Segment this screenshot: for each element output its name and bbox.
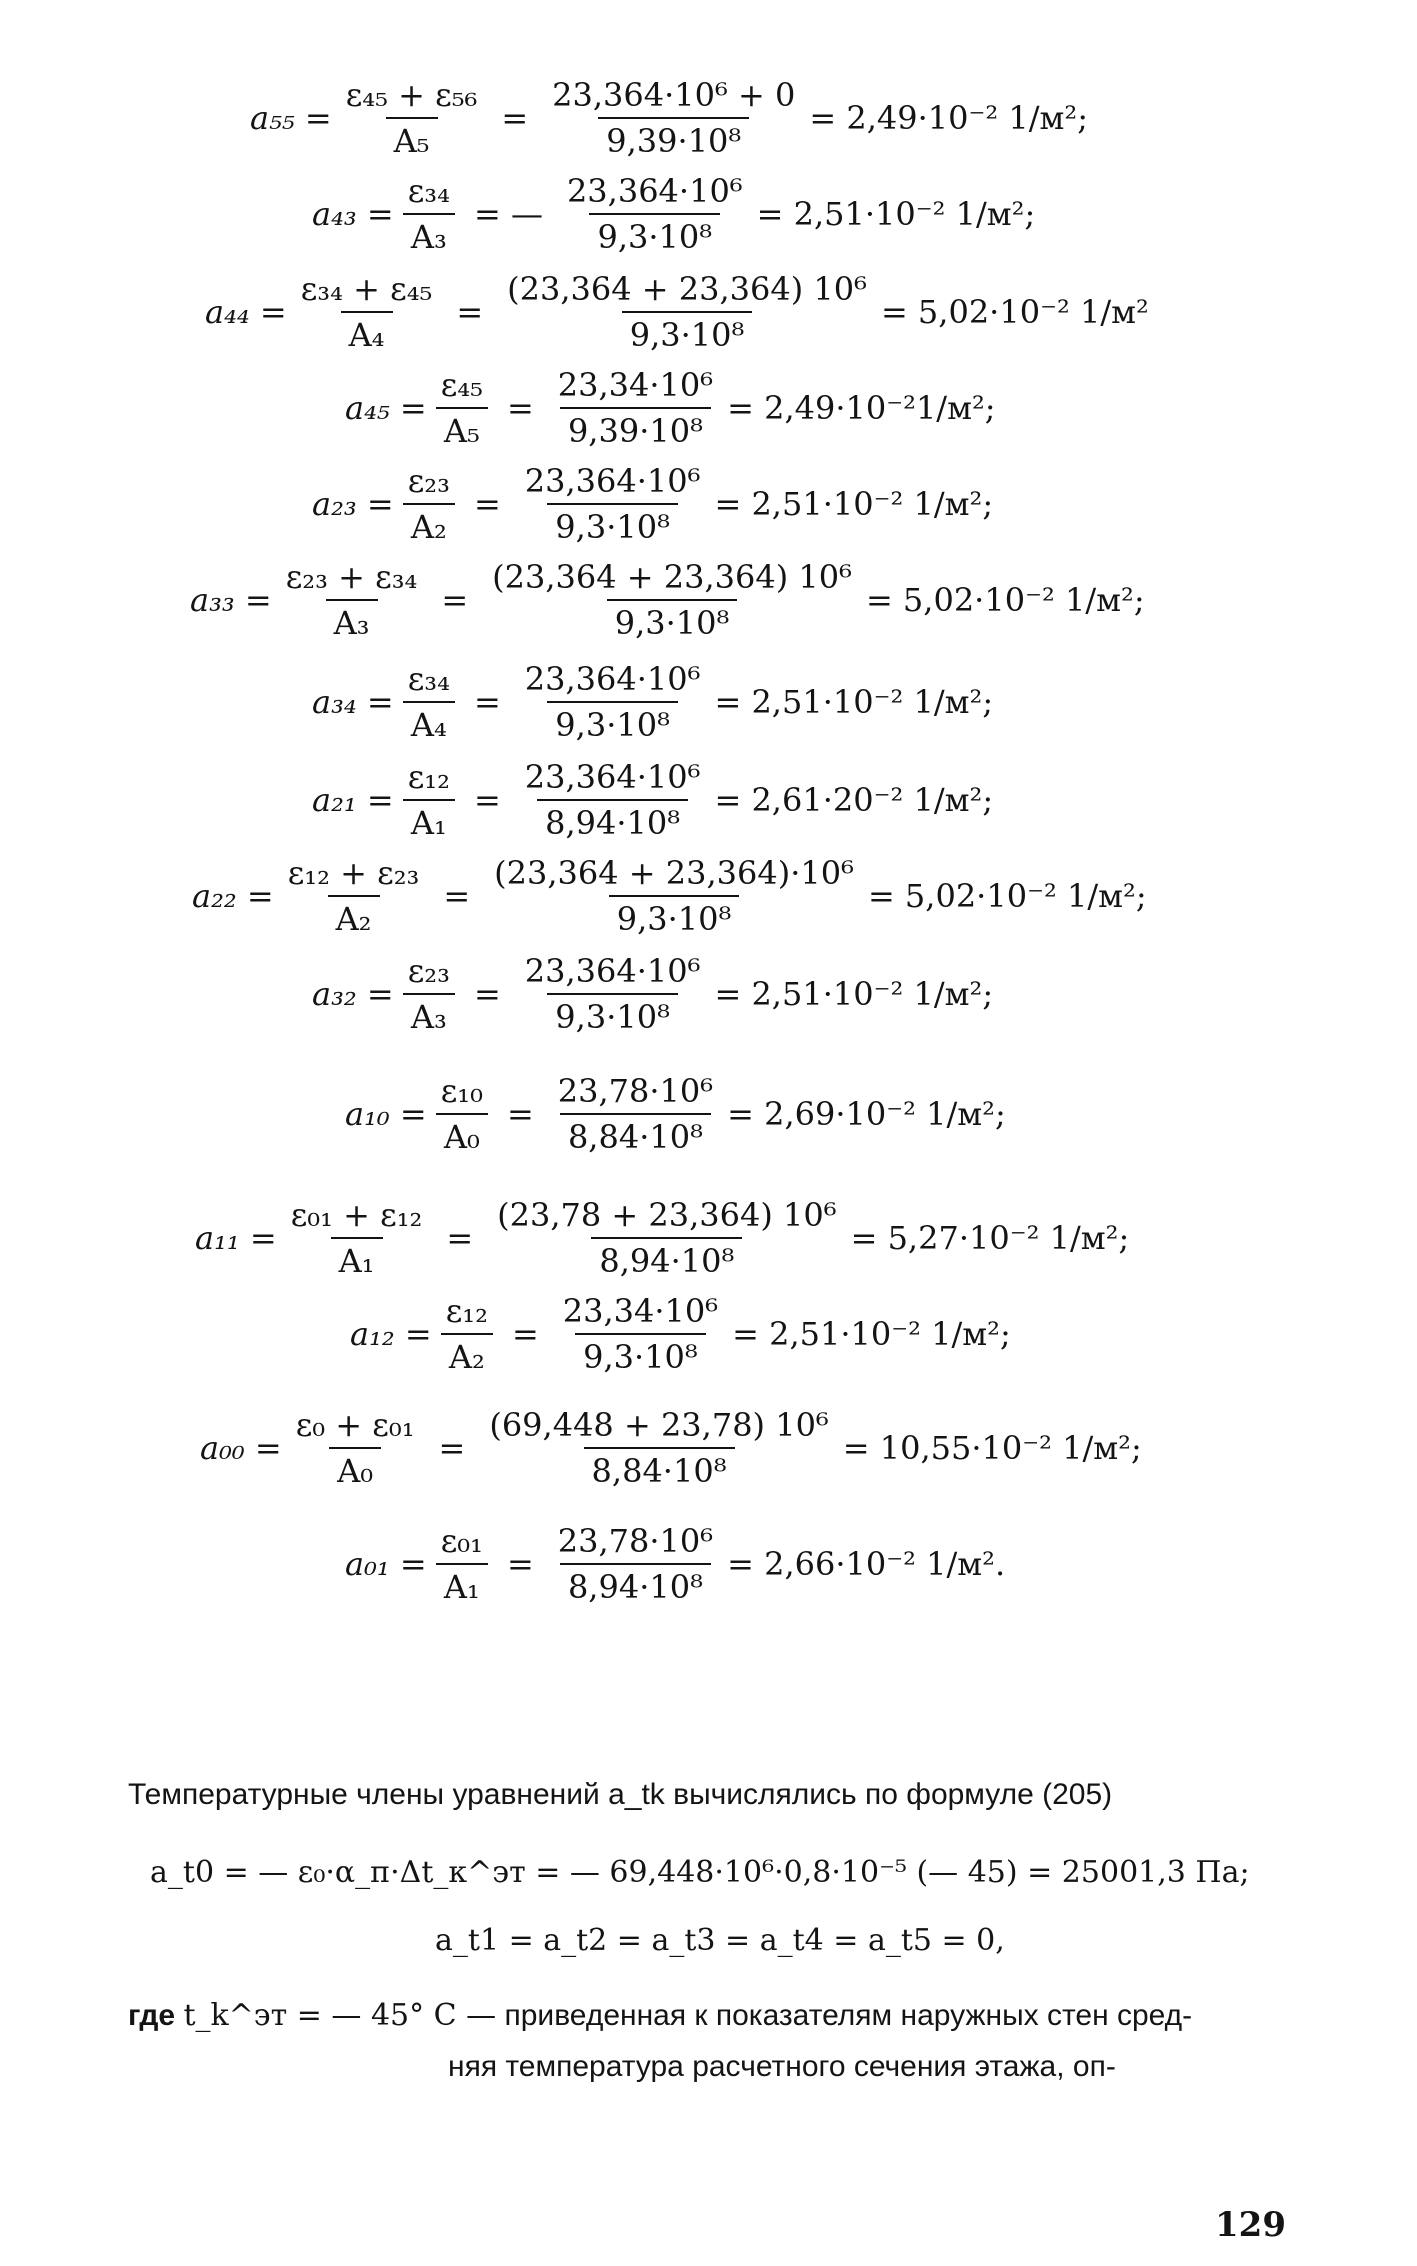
equation-lhs: a₁₀ = <box>345 1095 427 1133</box>
numeric-fraction <box>559 172 751 256</box>
numeric-fraction <box>489 1196 844 1280</box>
equation-row <box>0 654 1417 750</box>
equation-row <box>0 1516 1417 1612</box>
fraction-denominator: A₃ <box>403 993 455 1036</box>
where-symbol: t_k^эт = — 45° C — <box>183 1998 497 2033</box>
fraction-denominator: 8,84·10⁸ <box>584 1447 735 1490</box>
fraction-numerator: 23,364·10⁶ <box>524 758 701 796</box>
equation-lhs: a₀₁ = <box>345 1545 427 1583</box>
numeric-fraction <box>517 952 709 1036</box>
fraction-denominator: A₀ <box>329 1447 381 1490</box>
equals-sign: = <box>511 1315 539 1353</box>
equation-result: = 2,49·10⁻² 1/м²; <box>809 99 1089 137</box>
equation-row <box>0 166 1417 262</box>
fraction-numerator: 23,364·10⁶ <box>524 462 701 500</box>
fraction-numerator: 23,364·10⁶ + 0 <box>552 76 796 114</box>
equation-lhs: a₂₁ = <box>312 781 394 819</box>
equation-row <box>0 360 1417 456</box>
fraction-numerator: ε₀₁ + ε₁₂ <box>290 1196 423 1234</box>
equals-sign: = <box>443 877 471 915</box>
fraction-numerator: ε₄₅ + ε₅₆ <box>345 76 478 114</box>
equation-result: = 2,69·10⁻² 1/м²; <box>727 1095 1006 1133</box>
equation-result: = 2,66·10⁻² 1/м². <box>727 1545 1006 1583</box>
fraction-denominator: 8,94·10⁸ <box>560 1563 711 1606</box>
fraction-denominator: 9,3·10⁸ <box>575 1333 706 1376</box>
fraction-denominator: 9,39·10⁸ <box>598 117 749 160</box>
fraction-denominator: A₂ <box>441 1333 493 1376</box>
symbolic-fraction <box>433 366 491 450</box>
symbolic-fraction <box>400 758 458 842</box>
equation-result: = 5,27·10⁻² 1/м²; <box>850 1219 1130 1257</box>
equation-result: = 2,51·10⁻² 1/м²; <box>714 975 994 1013</box>
fraction-numerator: ε₃₄ <box>407 172 450 210</box>
equals-sign: = <box>506 1095 534 1133</box>
fraction-numerator: 23,364·10⁶ <box>524 952 701 990</box>
equation-lhs: a₃₄ = <box>312 683 394 721</box>
numeric-fraction <box>499 270 875 354</box>
symbolic-fraction <box>288 1406 423 1490</box>
equation-result: = 2,51·10⁻² 1/м²; <box>714 485 994 523</box>
fraction-denominator: 8,94·10⁸ <box>591 1237 742 1280</box>
fraction-numerator: 23,364·10⁶ <box>524 660 701 698</box>
page-number: 129 <box>1215 2205 1286 2245</box>
equation-result: = 10,55·10⁻² 1/м²; <box>842 1429 1142 1467</box>
equation-result: = 2,61·20⁻² 1/м²; <box>714 781 994 819</box>
equation-row <box>0 456 1417 552</box>
symbolic-fraction <box>400 462 458 546</box>
fraction-numerator: (69,448 + 23,78) 10⁶ <box>489 1406 829 1444</box>
fraction-denominator: A₀ <box>436 1113 488 1156</box>
equals-sign: = <box>506 389 534 427</box>
fraction-numerator: 23,364·10⁶ <box>566 172 743 210</box>
fraction-denominator: A₁ <box>436 1563 488 1606</box>
numeric-fraction <box>550 1522 721 1606</box>
numeric-fraction <box>544 76 803 160</box>
fraction-numerator: ε₃₄ + ε₄₅ <box>300 270 433 308</box>
fraction-denominator: 8,94·10⁸ <box>537 799 688 842</box>
equation-result: = 5,02·10⁻² 1/м²; <box>867 877 1147 915</box>
fraction-denominator: 8,84·10⁸ <box>560 1113 711 1156</box>
equals-sign: = <box>473 975 501 1013</box>
fraction-numerator: ε₂₃ <box>407 952 450 990</box>
numeric-fraction <box>550 366 721 450</box>
equation-result: = 5,02·10⁻² 1/м²; <box>865 581 1145 619</box>
fraction-denominator: A₅ <box>386 117 438 160</box>
fraction-numerator: ε₂₃ <box>407 462 450 500</box>
equation-row <box>0 552 1417 648</box>
numeric-fraction <box>517 462 709 546</box>
symbolic-fraction <box>283 1196 431 1280</box>
fraction-denominator: A₂ <box>328 895 380 938</box>
equation-result: = 2,51·10⁻² 1/м²; <box>756 195 1036 233</box>
equals-sign: = — <box>473 195 543 233</box>
numeric-fraction <box>550 1072 721 1156</box>
symbolic-fraction <box>433 1072 491 1156</box>
where-text: приведенная к показателям наружных стен сред- <box>504 1999 1193 2032</box>
equation-lhs: a₀₀ = <box>200 1429 282 1467</box>
symbolic-fraction <box>280 854 428 938</box>
fraction-denominator: 9,3·10⁸ <box>547 503 678 546</box>
fraction-numerator: 23,78·10⁶ <box>557 1072 714 1110</box>
fraction-numerator: ε₁₂ <box>407 758 450 796</box>
equation-lhs: a₂₃ = <box>312 485 394 523</box>
equation-lhs: a₄₅ = <box>345 389 427 427</box>
fraction-denominator: A₄ <box>341 311 393 354</box>
fraction-numerator: ε₀₁ <box>440 1522 483 1560</box>
equation-row <box>0 264 1417 360</box>
symbolic-fraction <box>293 270 441 354</box>
equation-lhs: a₄₃ = <box>312 195 394 233</box>
where-continuation: няя температура расчетного сечения этажа, оп- <box>448 2050 1116 2083</box>
fraction-denominator: A₄ <box>403 701 455 744</box>
fraction-numerator: ε₂₃ + ε₃₄ <box>285 558 418 596</box>
equation-result: = 2,49·10⁻²1/м²; <box>727 389 996 427</box>
symbolic-fraction <box>400 660 458 744</box>
fraction-denominator: 9,3·10⁸ <box>589 213 720 256</box>
fraction-denominator: 9,39·10⁸ <box>560 407 711 450</box>
fraction-numerator: 23,78·10⁶ <box>557 1522 714 1560</box>
equation-lhs: a₃₂ = <box>312 975 394 1013</box>
equals-sign: = <box>473 781 501 819</box>
fraction-denominator: A₃ <box>403 213 455 256</box>
equation-row <box>0 1066 1417 1162</box>
equals-sign: = <box>456 293 484 331</box>
fraction-denominator: A₁ <box>331 1237 383 1280</box>
equals-sign: = <box>446 1219 474 1257</box>
formula-line: a_t1 = a_t2 = a_t3 = a_t4 = a_t5 = 0, <box>435 1923 1005 1958</box>
equation-row <box>0 848 1417 944</box>
fraction-numerator: 23,34·10⁶ <box>557 366 714 404</box>
fraction-numerator: ε₁₀ <box>440 1072 483 1110</box>
equation-lhs: a₂₂ = <box>192 877 274 915</box>
fraction-denominator: 9,3·10⁸ <box>622 311 753 354</box>
fraction-denominator: A₅ <box>436 407 488 450</box>
equation-lhs: a₁₁ = <box>195 1219 277 1257</box>
equation-row <box>0 70 1417 166</box>
equation-row <box>0 1190 1417 1286</box>
symbolic-fraction <box>400 952 458 1036</box>
fraction-numerator: ε₀ + ε₀₁ <box>295 1406 415 1444</box>
equals-sign: = <box>506 1545 534 1583</box>
fraction-numerator: ε₄₅ <box>440 366 483 404</box>
symbolic-fraction <box>278 558 426 642</box>
fraction-numerator: (23,78 + 23,364) 10⁶ <box>497 1196 837 1234</box>
equation-lhs: a₅₅ = <box>250 99 332 137</box>
fraction-denominator: A₁ <box>403 799 455 842</box>
symbolic-fraction <box>438 1292 496 1376</box>
equation-row <box>0 1286 1417 1382</box>
equation-row <box>0 946 1417 1042</box>
symbolic-fraction <box>400 172 458 256</box>
numeric-fraction <box>486 854 862 938</box>
equals-sign: = <box>473 485 501 523</box>
numeric-fraction <box>555 1292 726 1376</box>
fraction-denominator: A₂ <box>403 503 455 546</box>
fraction-denominator: 9,3·10⁸ <box>607 599 738 642</box>
fraction-denominator: 9,3·10⁸ <box>547 993 678 1036</box>
equation-row <box>0 1400 1417 1496</box>
fraction-denominator: A₃ <box>326 599 378 642</box>
equation-result: = 5,02·10⁻² 1/м² <box>880 293 1149 331</box>
equals-sign: = <box>438 1429 466 1467</box>
formula-line: a_t0 = — ε₀·α_п·Δt_к^эт = — 69,448·10⁶·0,8·10⁻⁵ (— 45) = 25001,3 Па; <box>150 1855 1250 1890</box>
numeric-fraction <box>517 758 709 842</box>
fraction-numerator: 23,34·10⁶ <box>562 1292 719 1330</box>
fraction-denominator: 9,3·10⁸ <box>547 701 678 744</box>
numeric-fraction <box>517 660 709 744</box>
equals-sign: = <box>441 581 469 619</box>
fraction-denominator: 9,3·10⁸ <box>609 895 740 938</box>
fraction-numerator: (23,364 + 23,364) 10⁶ <box>507 270 867 308</box>
fraction-numerator: ε₃₄ <box>407 660 450 698</box>
fraction-numerator: ε₁₂ + ε₂₃ <box>287 854 420 892</box>
equation-row <box>0 752 1417 848</box>
equals-sign: = <box>501 99 529 137</box>
fraction-numerator: (23,364 + 23,364)·10⁶ <box>494 854 854 892</box>
where-label: где <box>128 1999 176 2032</box>
symbolic-fraction <box>433 1522 491 1606</box>
equation-lhs: a₄₄ = <box>205 293 287 331</box>
paragraph-line: Температурные члены уравнений a_tk вычислялись по формуле (205) <box>128 1778 1113 1811</box>
where-line <box>128 1998 1192 2033</box>
equation-result: = 2,51·10⁻² 1/м²; <box>732 1315 1011 1353</box>
fraction-numerator: ε₁₂ <box>445 1292 488 1330</box>
equation-lhs: a₃₃ = <box>190 581 272 619</box>
fraction-numerator: (23,364 + 23,364) 10⁶ <box>492 558 852 596</box>
equation-lhs: a₁₂ = <box>350 1315 432 1353</box>
equation-result: = 2,51·10⁻² 1/м²; <box>714 683 994 721</box>
numeric-fraction <box>484 558 860 642</box>
numeric-fraction <box>481 1406 836 1490</box>
symbolic-fraction <box>338 76 486 160</box>
equals-sign: = <box>473 683 501 721</box>
